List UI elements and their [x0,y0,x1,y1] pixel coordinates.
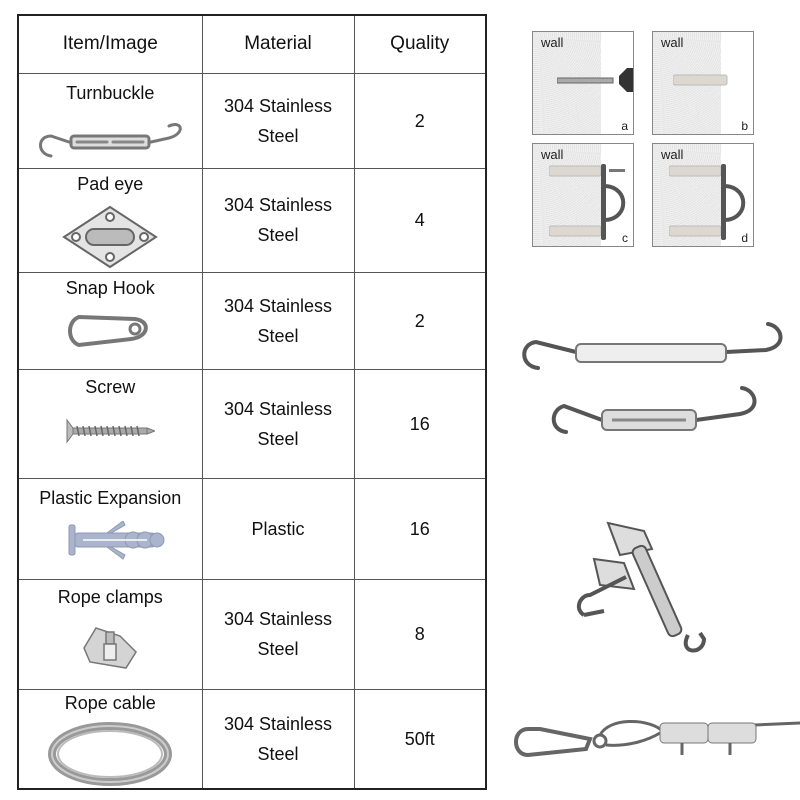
table-row [18,689,486,789]
material: 304 Stainless [223,398,333,419]
header-quality: Quality [354,15,486,73]
item-name: Rope clamps [57,586,163,607]
drill-icon [557,68,634,92]
wall-label: wall [541,35,564,50]
material: Steel [257,428,299,449]
table-row [18,478,486,579]
material: 304 Stainless [223,713,333,734]
material: Steel [257,225,299,245]
item-name: Screw [85,376,136,397]
pad-eye-install-icon [549,158,634,242]
material: Steel [257,325,299,346]
pad-eye-mounted-icon [669,158,754,242]
anchor-icon [673,72,729,88]
table-row [18,579,486,689]
quantity: 16 [354,478,486,579]
material: 304 Stainless [223,609,333,629]
header-material: Material [202,15,354,73]
step-letter: b [741,119,748,133]
spec-table [17,14,487,790]
step-letter: c [622,231,628,245]
snap-hook-clamps-photo [510,715,800,765]
quantity: 8 [354,579,486,689]
item-name: Rope cable [64,692,156,713]
item-name: Pad eye [77,173,144,194]
step-letter: a [621,119,628,133]
item-name: Snap Hook [65,277,155,298]
quantity: 50ft [354,689,486,789]
wall-label: wall [661,35,684,50]
material: 304 Stainless [223,295,333,316]
rope-clamp-icon [19,622,202,672]
turnbuckles-photo [516,310,790,440]
step-d [652,143,754,247]
step-c [532,143,634,247]
material: Steel [257,743,299,764]
turnbuckle-icon [19,122,202,160]
plastic-anchor-icon [19,521,202,561]
header-item: Item/Image [18,15,202,73]
table-row [18,73,486,168]
pad-eye-icon [19,205,202,269]
material: Plastic [251,518,305,539]
item-name: Turnbuckle [66,82,155,103]
wall-label: wall [661,147,684,162]
table-row [18,168,486,272]
quantity: 16 [354,369,486,478]
quantity: 2 [354,272,486,369]
table-row [18,369,486,478]
rope-cable-icon [19,720,202,786]
quantity: 4 [354,168,486,272]
material: 304 Stainless [223,95,333,116]
step-letter: d [741,231,748,245]
screw-icon [19,418,202,444]
material: Steel [257,125,299,146]
step-a [532,31,634,135]
wall-label: wall [541,147,564,162]
material: 304 Stainless [223,195,333,215]
pad-eye-assembly-photo [560,515,760,665]
material: Steel [257,639,299,659]
installation-steps [532,31,768,249]
step-b [652,31,754,135]
snap-hook-icon [19,309,202,353]
item-name: Plastic Expansion [39,487,182,508]
table-row [18,272,486,369]
quantity: 2 [354,73,486,168]
header-row [18,15,486,73]
